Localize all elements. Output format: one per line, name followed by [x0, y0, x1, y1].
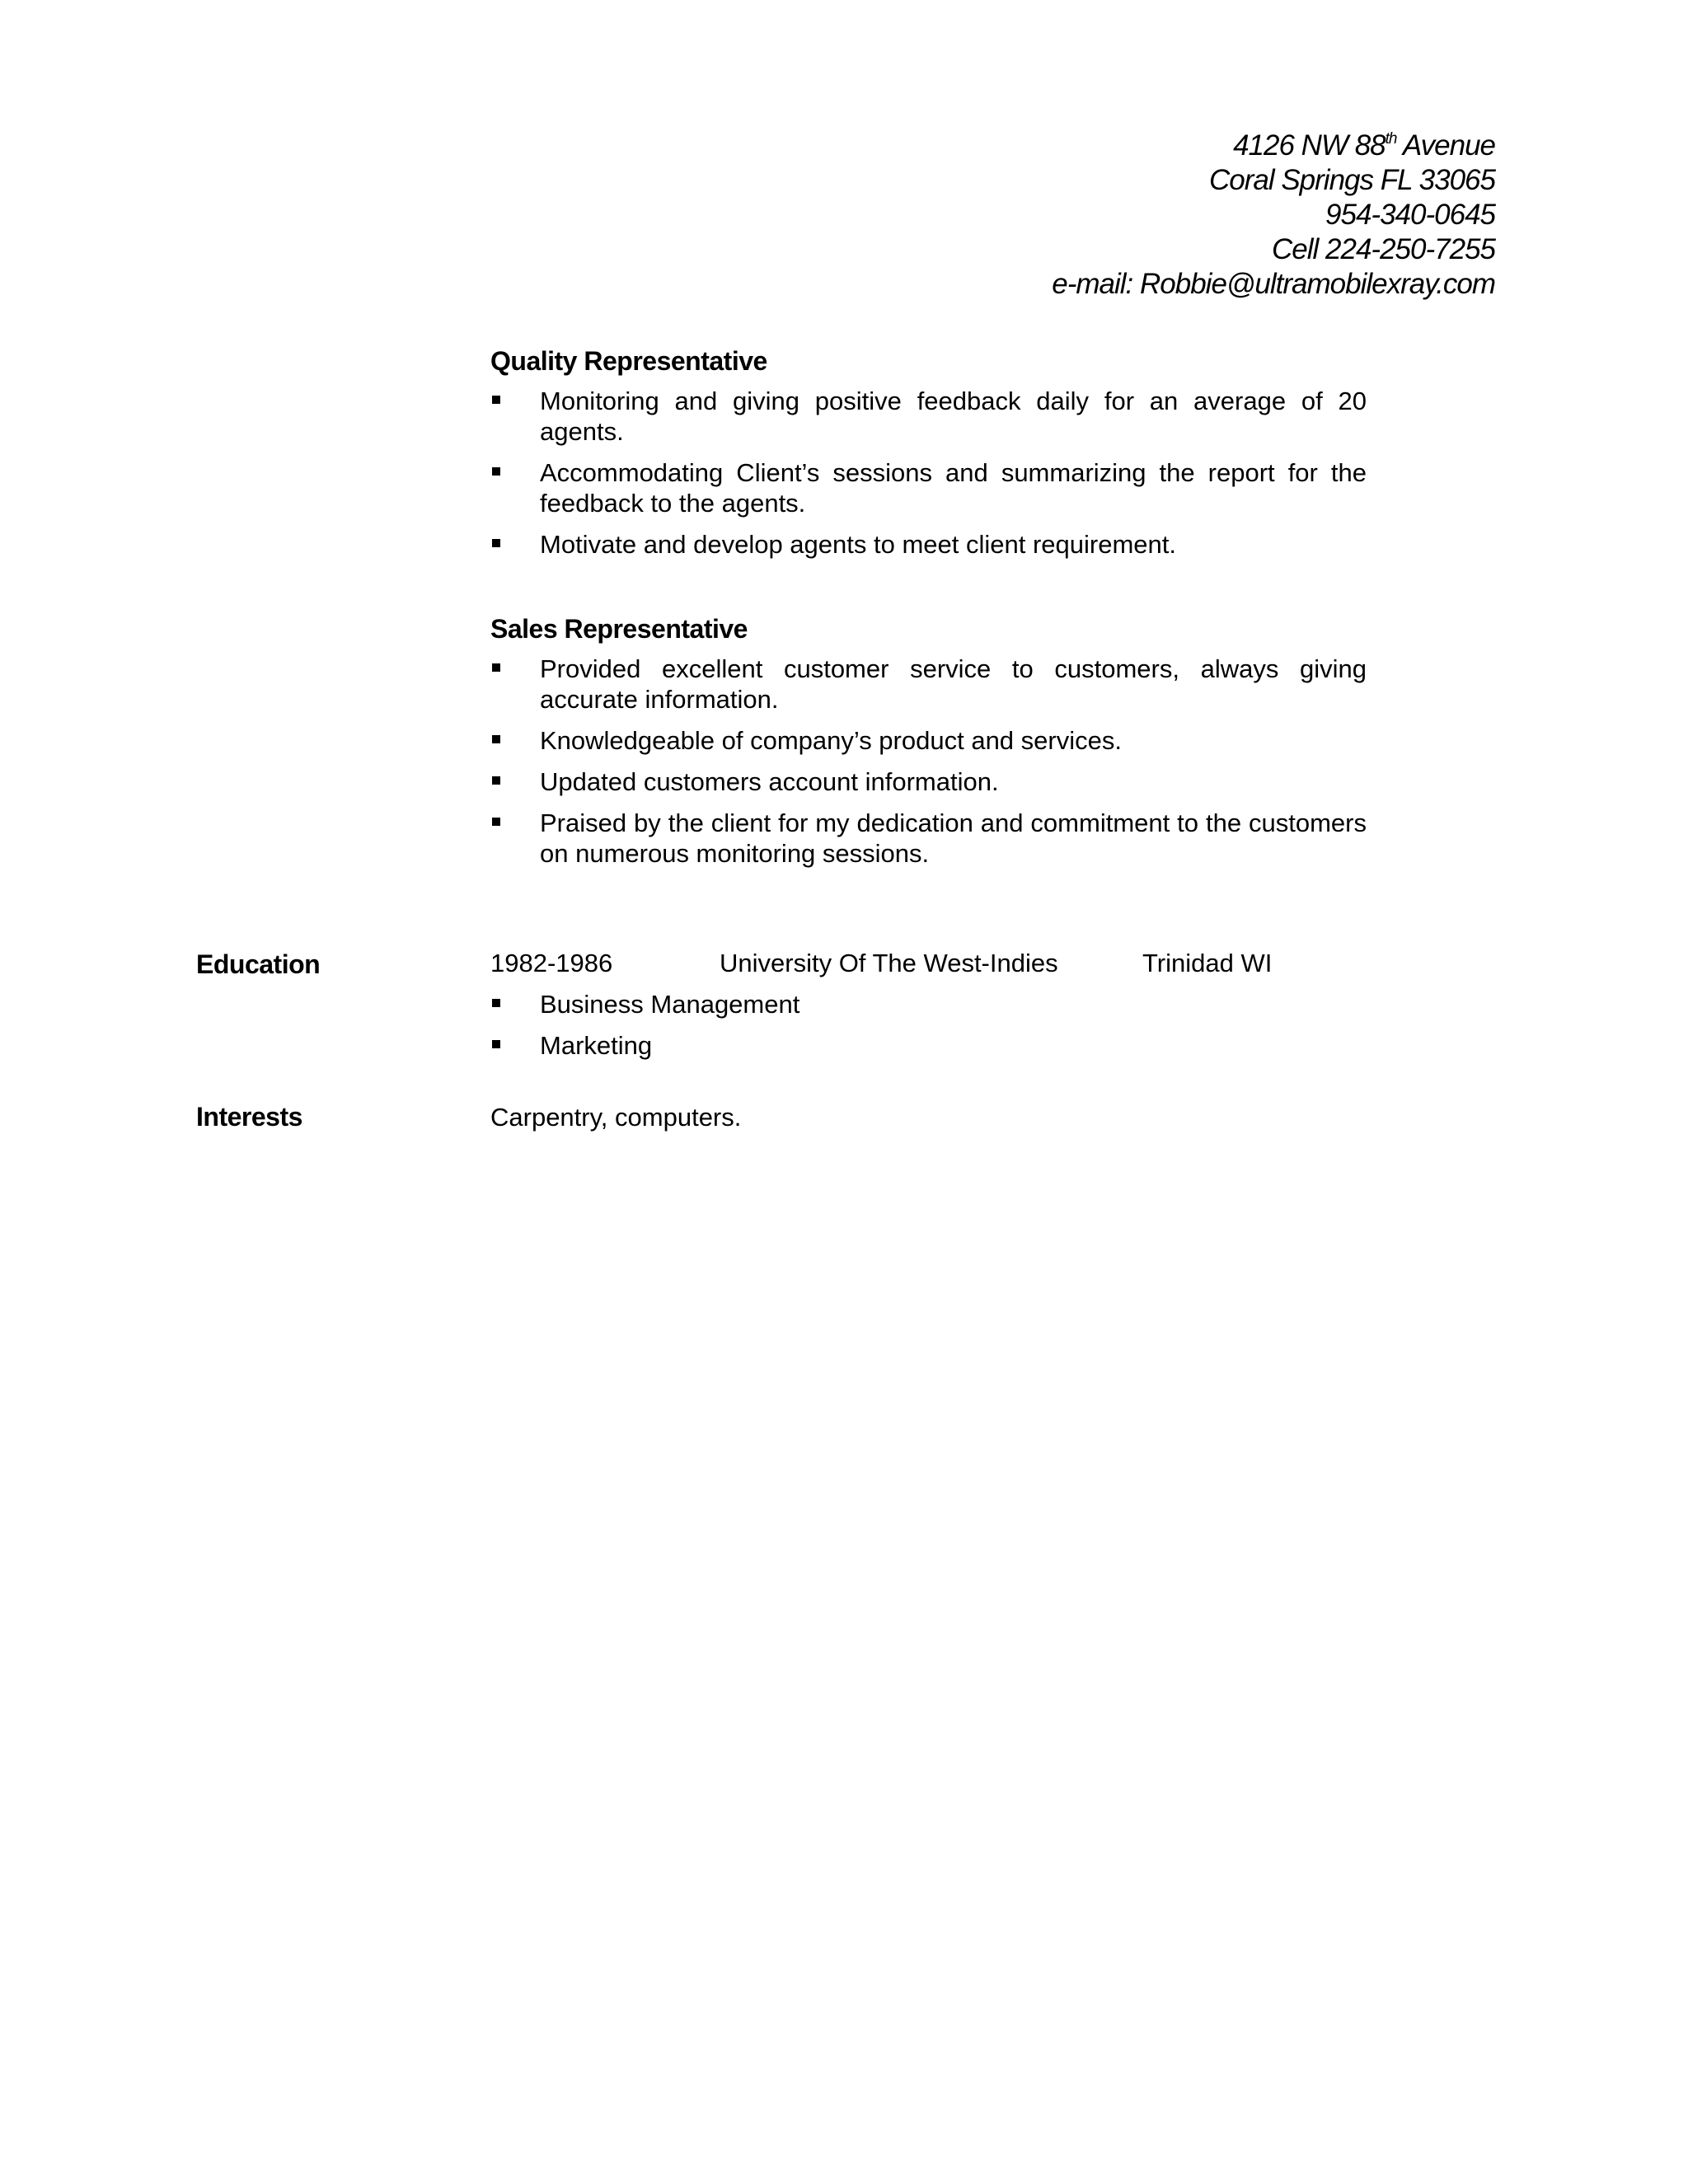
list-item — [490, 725, 1367, 756]
city-line: Coral Springs FL 33065 — [1208, 164, 1495, 196]
list-item — [490, 989, 1367, 1019]
education-heading: Education — [196, 949, 321, 979]
bullet-text: Accommodating Client’s sessions and summarizing the report for the feedback to the agents. — [540, 458, 1367, 518]
square-bullet-icon — [492, 539, 500, 547]
bullet-text: Marketing — [540, 1031, 653, 1060]
square-bullet-icon — [492, 776, 500, 785]
square-bullet-icon — [492, 1040, 500, 1048]
square-bullet-icon — [492, 818, 500, 826]
interests-heading: Interests — [196, 1102, 302, 1132]
address-superscript: th — [1385, 130, 1397, 148]
education-years: 1982-1986 — [490, 949, 613, 977]
address-avenue: Avenue — [1396, 129, 1495, 162]
contact-block — [1052, 129, 1495, 302]
square-bullet-icon — [492, 999, 500, 1007]
bullet-text: Monitoring and giving positive feedback daily for an average of 20 agents. — [540, 387, 1367, 446]
address-street: 4126 NW 88 — [1233, 129, 1386, 162]
cell-line: Cell 224-250-7255 — [1272, 233, 1495, 265]
education-location: Trinidad WI — [1142, 949, 1273, 977]
bullet-text: Business Management — [540, 990, 800, 1019]
phone-line: 954-340-0645 — [1325, 199, 1495, 231]
education-school: University Of The West-Indies — [720, 949, 1058, 977]
list-item — [490, 654, 1367, 715]
list-item — [490, 1030, 1367, 1061]
education-bullets — [490, 989, 1367, 1061]
square-bullet-icon — [492, 735, 500, 743]
square-bullet-icon — [492, 467, 500, 476]
job-title: Quality Representative — [490, 346, 767, 376]
email-line: e-mail: Robbie@ultramobilexray.com — [1052, 268, 1495, 300]
job-quality-representative — [490, 344, 1367, 570]
bullet-text: Knowledgeable of company’s product and services. — [540, 726, 1122, 755]
list-item — [490, 766, 1367, 797]
education-row — [490, 948, 1367, 978]
education-block — [490, 948, 1367, 1071]
list-item — [490, 529, 1367, 560]
list-item — [490, 808, 1367, 869]
job-title: Sales Representative — [490, 614, 748, 644]
job-bullets — [490, 654, 1367, 869]
job-sales-representative — [490, 612, 1367, 879]
bullet-text: Motivate and develop agents to meet client requirement. — [540, 530, 1177, 559]
bullet-text: Updated customers account information. — [540, 767, 999, 796]
square-bullet-icon — [492, 663, 500, 672]
interests-text: Carpentry, computers. — [490, 1103, 742, 1132]
job-bullets — [490, 386, 1367, 560]
bullet-text: Praised by the client for my dedication and commitment to the customers on numerous monitoring sessions. — [540, 808, 1367, 868]
list-item — [490, 386, 1367, 447]
square-bullet-icon — [492, 396, 500, 404]
bullet-text: Provided excellent customer service to customers, always giving accurate information. — [540, 654, 1367, 714]
address-line — [1052, 129, 1495, 163]
list-item — [490, 457, 1367, 518]
